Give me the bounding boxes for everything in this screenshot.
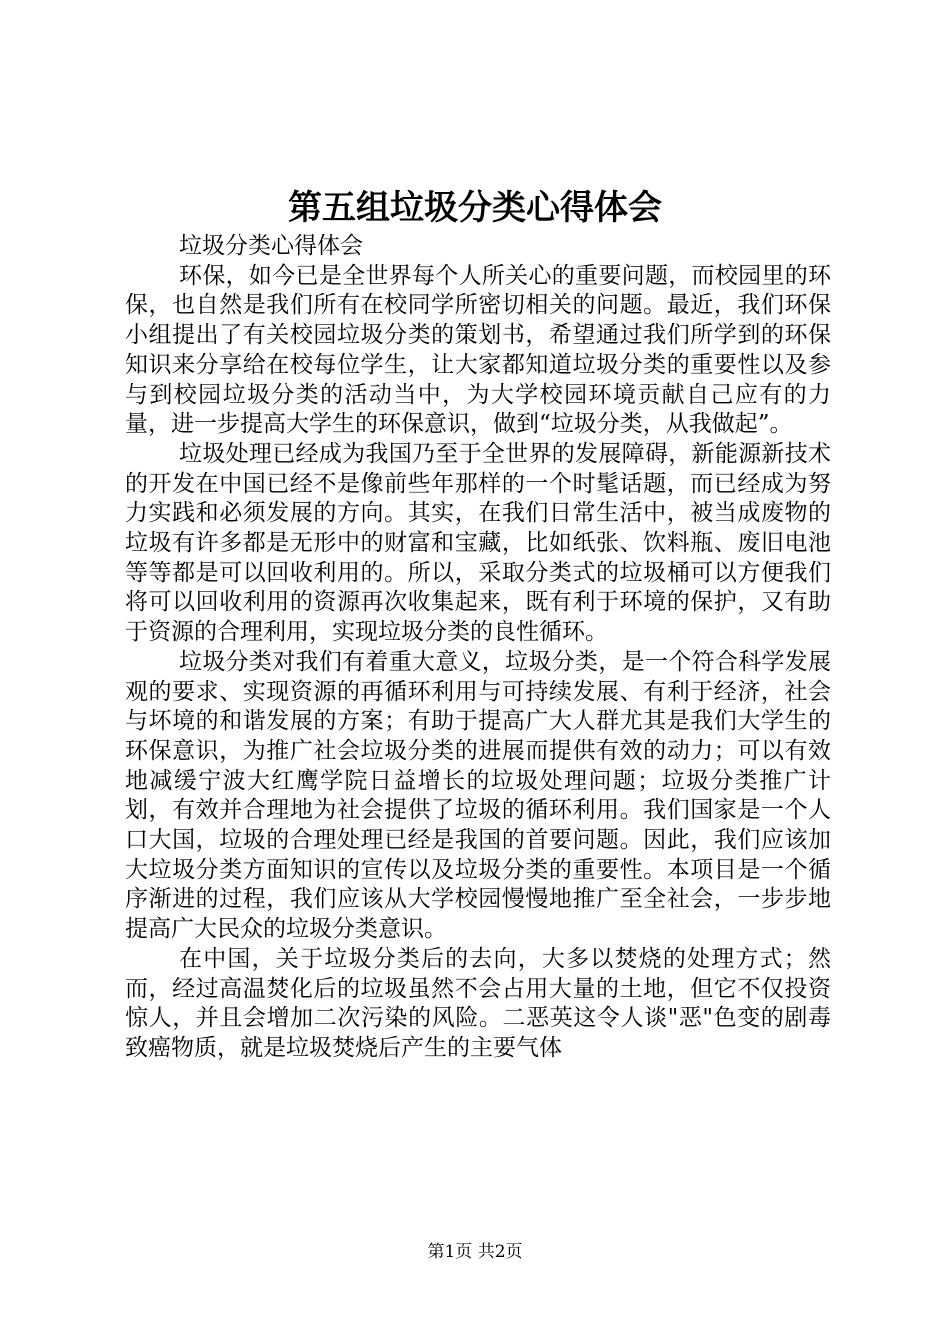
document-title: 第五组垃圾分类心得体会 bbox=[288, 188, 662, 228]
paragraph-1: 环保，如今已是全世界每个人所关心的重要问题，而校园里的环保，也自然是我们所有在校同学所密切相关的问题。最近，我们环保小组提出了有关校园垃圾分类的策划书，希望通过我们所学到的环保知识来分享给在校每位学生，让大家都知道垃圾分类的重要性以及参与到校园垃圾分类的活动当中，为大学校园环境贡献自己应有的力量，进一步提高大学生的环保意识，做到“垃圾分类，从我做起”。 bbox=[125, 262, 831, 438]
page-footer: 第1页 共2页 bbox=[427, 1242, 523, 1262]
paragraph-2: 垃圾处理已经成为我国乃至于全世界的发展障碍，新能源新技术的开发在中国已经不是像前些年那样的一个时髦话题，而已经成为努力实践和必须发展的方向。其实，在我们日常生活中，被当成废物的垃圾有许多都是无形中的财富和宝藏，比如纸张、饮料瓶、废旧电池等等都是可以回收利用的。所以，采取分类式的垃圾桶可以方便我们将可以回收利用的资源再次收集起来，既有利于环境的保护，又有助于资源的合理利用，实现垃圾分类的良性循环。 bbox=[125, 440, 831, 646]
document-subtitle: 垃圾分类心得体会 bbox=[179, 233, 363, 259]
paragraph-4: 在中国，关于垃圾分类后的去向，大多以焚烧的处理方式；然而，经过高温焚化后的垃圾虽然不会占用大量的土地，但它不仅投资惊人，并且会增加二次污染的风险。二恶英这令人谈"恶"色变的剧毒致癌物质，就是垃圾焚烧后产生的主要气体 bbox=[125, 945, 831, 1061]
paragraph-3: 垃圾分类对我们有着重大意义，垃圾分类，是一个符合科学发展观的要求、实现资源的再循环利用与可持续发展、有利于经济，社会与坏境的和谐发展的方案；有助于提高广大人群尤其是我们大学生的环保意识，为推广社会垃圾分类的进展而提供有效的动力；可以有效地减缓宁波大红鹰学院日益增长的垃圾处理问题；垃圾分类推广计划，有效并合理地为社会提供了垃圾的循环利用。我们国家是一个人口大国，垃圾的合理处理已经是我国的首要问题。因此，我们应该加大垃圾分类方面知识的宣传以及垃圾分类的重要性。本项目是一个循序渐进的过程，我们应该从大学校园慢慢地推广至全社会，一步步地提高广大民众的垃圾分类意识。 bbox=[125, 648, 831, 943]
document-body bbox=[125, 232, 831, 1064]
